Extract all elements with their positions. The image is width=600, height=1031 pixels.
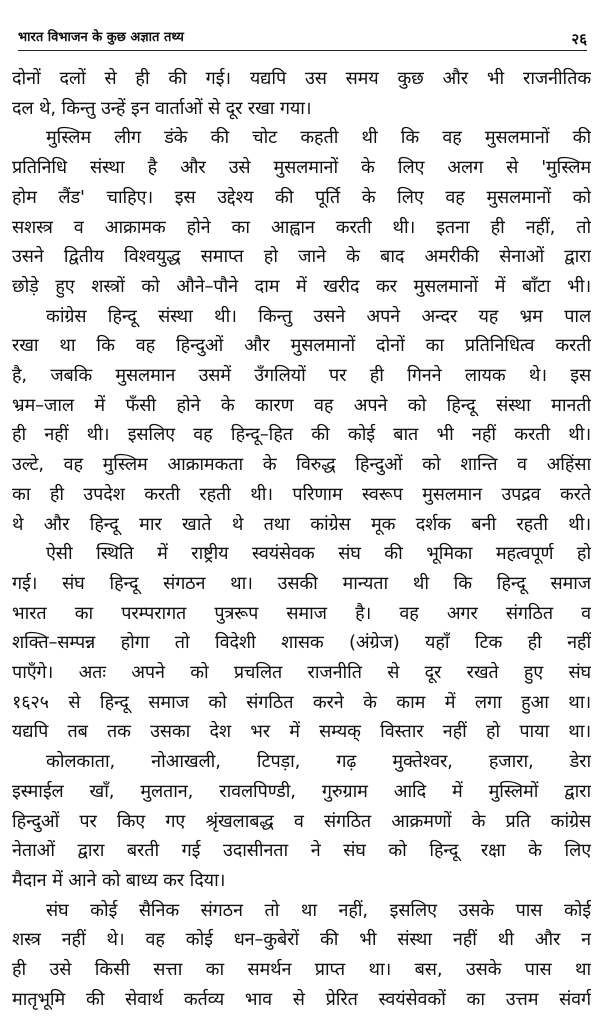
text-line: इस्माईल खाँ, मुलतान, रावलपिण्डी, गुरुग्राम आदि में मुस्लिमों द्वारा: [12, 780, 591, 802]
text-line: भ्रम–जाल में फँसी होने के कारण वह अपने को हिन्दू संस्था मानती: [12, 394, 591, 416]
paragraph-1: [12, 64, 591, 123]
text-line: उसने द्वितीय विश्वयुद्ध समाप्त हो जाने के बाद अमरीकी सेनाओं द्वारा: [12, 246, 591, 268]
book-title: भारत विभाजन के कुछ अज्ञात तथ्य: [18, 30, 184, 45]
paragraph-5: [12, 747, 591, 896]
paragraph-4: [12, 539, 591, 747]
text-line: ही उसे किसी सत्ता का समर्थन प्राप्त था। बस, उसके पास था: [12, 959, 591, 981]
text-line: होम लैंड' चाहिए। इस उद्देश्य की पूर्ति के लिए वह मुसलमानों को: [12, 186, 591, 208]
text-line: प्रतिनिधि संस्था है और उसे मुसलमानों के लिए अलग से 'मुस्लिम: [12, 157, 591, 179]
text-line: यद्यपि तब तक उसका देश भर में सम्यक् विस्तार नहीं हो पाया था।: [12, 721, 591, 743]
text-line: दल थे, किन्तु उन्हें इन वार्ताओं से दूर रखा गया।: [12, 97, 312, 119]
paragraph-3: [12, 302, 591, 540]
paragraph-2: [12, 123, 591, 301]
text-line: शक्ति–सम्पन्न होगा तो विदेशी शासक (अंग्रेज) यहाँ टिक ही नहीं: [12, 632, 591, 654]
text-line: ऐसी स्थिति में राष्ट्रीय स्वयंसेवक संघ की भूमिका महत्वपूर्ण हो: [46, 543, 591, 565]
text-line: मैदान में आने को बाध्य कर दिया।: [12, 869, 226, 891]
text-line: गई। संघ हिन्दू संगठन था। उसकी मान्यता थी कि हिन्दू समाज: [12, 572, 591, 594]
page-number: २६: [571, 30, 587, 48]
text-line: कोलकाता, नोआखली, टिपड़ा, गढ़ मुक्तेश्वर, हजारा, डेरा: [46, 751, 591, 773]
text-line: छोड़े हुए शस्त्रों को औने–पौने दाम में खरीद कर मुसलमानों में बाँटा भी।: [12, 275, 591, 297]
text-line: कांग्रेस हिन्दू संस्था थी। किन्तु उसने अपने अन्दर यह भ्रम पाल: [46, 305, 591, 327]
text-line: का ही उपदेश करती रहती थी। परिणाम स्वरूप मुसलमान उपद्रव करते: [12, 483, 591, 505]
text-line: रखा था कि वह हिन्दुओं और मुसलमानों दोनों का प्रतिनिधित्व करती: [12, 335, 591, 357]
text-line: नेताओं द्वारा बरती गई उदासीनता ने संघ को हिन्दू रक्षा के लिए: [12, 840, 591, 862]
text-line: शस्त्र नहीं थे। वह कोई धन–कुबेरों की भी संस्था नहीं थी और न: [12, 929, 591, 951]
text-line: पाएँगे। अतः अपने को प्रचलित राजनीति से दूर रखते हुए संघ: [12, 662, 591, 684]
text-line: थे और हिन्दू मार खाते थे तथा कांग्रेस मूक दर्शक बनी रहती थी।: [12, 513, 591, 535]
text-line: उल्टे, वह मुस्लिम आक्रामकता के विरुद्ध हिन्दुओं को शान्ति व अहिंसा: [12, 454, 591, 476]
paragraph-6: [12, 896, 591, 1015]
text-line: सशस्त्र व आक्रामक होने का आह्वान करती थी। इतना ही नहीं, तो: [12, 216, 591, 238]
running-header: [18, 0, 587, 51]
text-line: हिन्दुओं पर किए गए श्रृंखलाबद्ध व संगठित आक्रमणों के प्रति कांग्रेस: [12, 810, 591, 832]
text-line: संघ कोई सैनिक संगठन तो था नहीं, इसलिए उसके पास कोई: [46, 899, 591, 921]
text-line: दोनों दलों से ही की गई। यद्यपि उस समय कुछ और भी राजनीतिक: [12, 68, 591, 89]
text-line: भारत का परम्परागत पुत्ररूप समाज है। वह अगर संगठित व: [12, 602, 591, 624]
text-line: ही नहीं थी। इसलिए वह हिन्दू–हित की कोई बात भी नहीं करती थी।: [12, 424, 591, 446]
text-line: १६२५ से हिन्दू समाज को संगठित करने के काम में लगा हुआ था।: [12, 691, 591, 713]
text-line: है, जबकि मुसलमान उसमें उँगलियों पर ही गिनने लायक थे। इस: [12, 365, 591, 387]
text-line: मातृभूमि की सेवार्थ कर्तव्य भाव से प्रेरित स्वयंसेवकों का उत्तम संवर्ग: [12, 988, 591, 1010]
body-text: [12, 64, 591, 1015]
text-line: मुस्लिम लीग डंके की चोट कहती थी कि वह मुसलमानों की: [46, 127, 591, 149]
